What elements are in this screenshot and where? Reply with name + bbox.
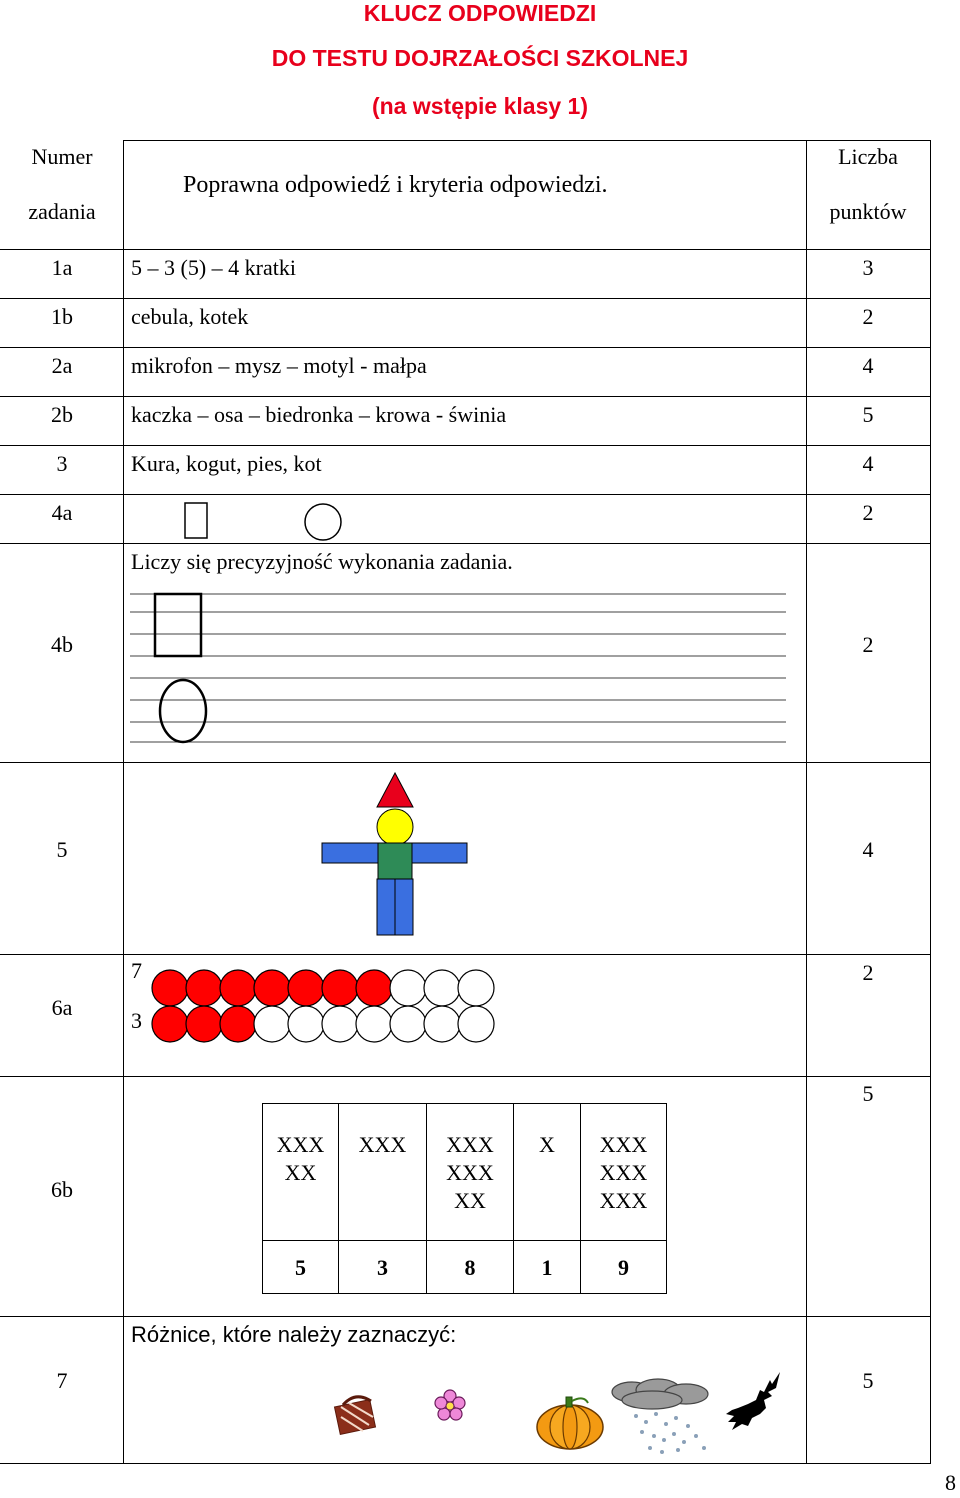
row-2b-answer: kaczka – osa – biedronka – krowa - świnia — [131, 402, 507, 427]
filled-circle-row1 — [322, 970, 358, 1006]
col-points-header-line1: Liczba — [838, 144, 898, 169]
col-answer-header: Poprawna odpowiedź i kryteria odpowiedzi. — [183, 172, 608, 198]
row-1a-number: 1a — [51, 255, 73, 280]
filled-circle-row1 — [288, 970, 324, 1006]
row-1b-answer: cebula, kotek — [131, 304, 249, 329]
empty-circle-row1 — [458, 970, 494, 1006]
filled-circle-row2 — [220, 1006, 256, 1042]
row-7-answer: Różnice, które należy zaznaczyć: — [131, 1322, 457, 1347]
filled-circle-row1 — [254, 970, 290, 1006]
task6b-group-5: XXX XXX XXX — [599, 1132, 648, 1213]
row-4b-points: 2 — [862, 632, 874, 657]
row-3-answer: Kura, kogut, pies, kot — [131, 451, 322, 476]
row-2b-number: 2b — [51, 402, 73, 427]
empty-circle-row2 — [424, 1006, 460, 1042]
row-4b-answer: Liczy się precyzyjność wykonania zadania. — [131, 549, 513, 574]
task6b-count-2: 3 — [377, 1255, 388, 1280]
empty-circle-row2 — [288, 1006, 324, 1042]
filled-circle-row2 — [152, 1006, 188, 1042]
row-2a-answer: mikrofon – mysz – motyl - małpa — [131, 353, 427, 378]
figure-shapes-person-drawing — [320, 770, 470, 940]
task6b-group-4: X — [539, 1132, 555, 1157]
empty-circle-row2 — [322, 1006, 358, 1042]
row-3-points: 4 — [862, 451, 874, 476]
row-6b-points: 5 — [862, 1081, 874, 1106]
row-4a-points: 2 — [862, 500, 874, 525]
basket-icon — [333, 1393, 383, 1439]
row-1a-answer: 5 – 3 (5) – 4 kratki — [131, 255, 296, 280]
task6a-label-top: 7 — [131, 958, 142, 983]
filled-circle-row1 — [186, 970, 222, 1006]
counting-circles-drawing — [150, 966, 510, 1046]
filled-circle-row1 — [356, 970, 392, 1006]
row-4b-number: 4b — [51, 632, 73, 657]
empty-circle-row2 — [390, 1006, 426, 1042]
row-4a-number: 4a — [51, 500, 73, 525]
row-6a-points: 2 — [862, 960, 874, 985]
task6b-count-4: 1 — [541, 1255, 553, 1280]
rain-cloud-icon — [606, 1378, 718, 1458]
filled-circle-row2 — [186, 1006, 222, 1042]
eagle-icon — [718, 1370, 784, 1436]
task6b-count-5: 9 — [618, 1255, 629, 1280]
empty-circle-row1 — [390, 970, 426, 1006]
empty-circle-row2 — [356, 1006, 392, 1042]
task6b-group-3: XXX XXX XX — [446, 1132, 494, 1213]
empty-circle-row1 — [424, 970, 460, 1006]
handwriting-lines-drawing — [130, 590, 790, 750]
title-line-2: DO TESTU DOJRZAŁOŚCI SZKOLNEJ — [271, 45, 689, 71]
col-points-header-line2: punktów — [829, 199, 907, 224]
row-5-number: 5 — [56, 837, 68, 862]
pumpkin-icon — [534, 1393, 606, 1451]
flower-icon — [432, 1388, 468, 1424]
row-2a-number: 2a — [51, 353, 73, 378]
row-1a-points: 3 — [862, 255, 874, 280]
empty-circle-row2 — [254, 1006, 290, 1042]
rectangle-circle-shapes-icon — [180, 500, 350, 544]
row-3-number: 3 — [56, 451, 68, 476]
empty-circle-row2 — [458, 1006, 494, 1042]
row-1b-number: 1b — [51, 304, 73, 329]
task6b-group-1: XXX XX — [276, 1132, 325, 1185]
filled-circle-row1 — [152, 970, 188, 1006]
row-6a-number: 6a — [51, 995, 73, 1020]
task6b-count-3: 8 — [464, 1255, 476, 1280]
row-2b-points: 5 — [862, 402, 874, 427]
col-number-header-line1: Numer — [31, 144, 93, 169]
row-5-points: 4 — [862, 837, 874, 862]
title-line-1: KLUCZ ODPOWIEDZI — [363, 0, 597, 26]
row-7-number: 7 — [56, 1368, 68, 1393]
task6b-count-1: 5 — [295, 1255, 306, 1280]
task6a-label-bottom: 3 — [131, 1008, 142, 1033]
row-1b-points: 2 — [862, 304, 874, 329]
row-6b-number: 6b — [51, 1177, 73, 1202]
filled-circle-row1 — [220, 970, 256, 1006]
col-number-header-line2: zadania — [28, 199, 96, 224]
title-line-3: (na wstępie klasy 1) — [371, 93, 589, 119]
row-7-points: 5 — [862, 1368, 874, 1393]
task6b-group-2: XXX — [358, 1132, 407, 1157]
row-2a-points: 4 — [862, 353, 874, 378]
page-number: 8 — [945, 1470, 956, 1495]
